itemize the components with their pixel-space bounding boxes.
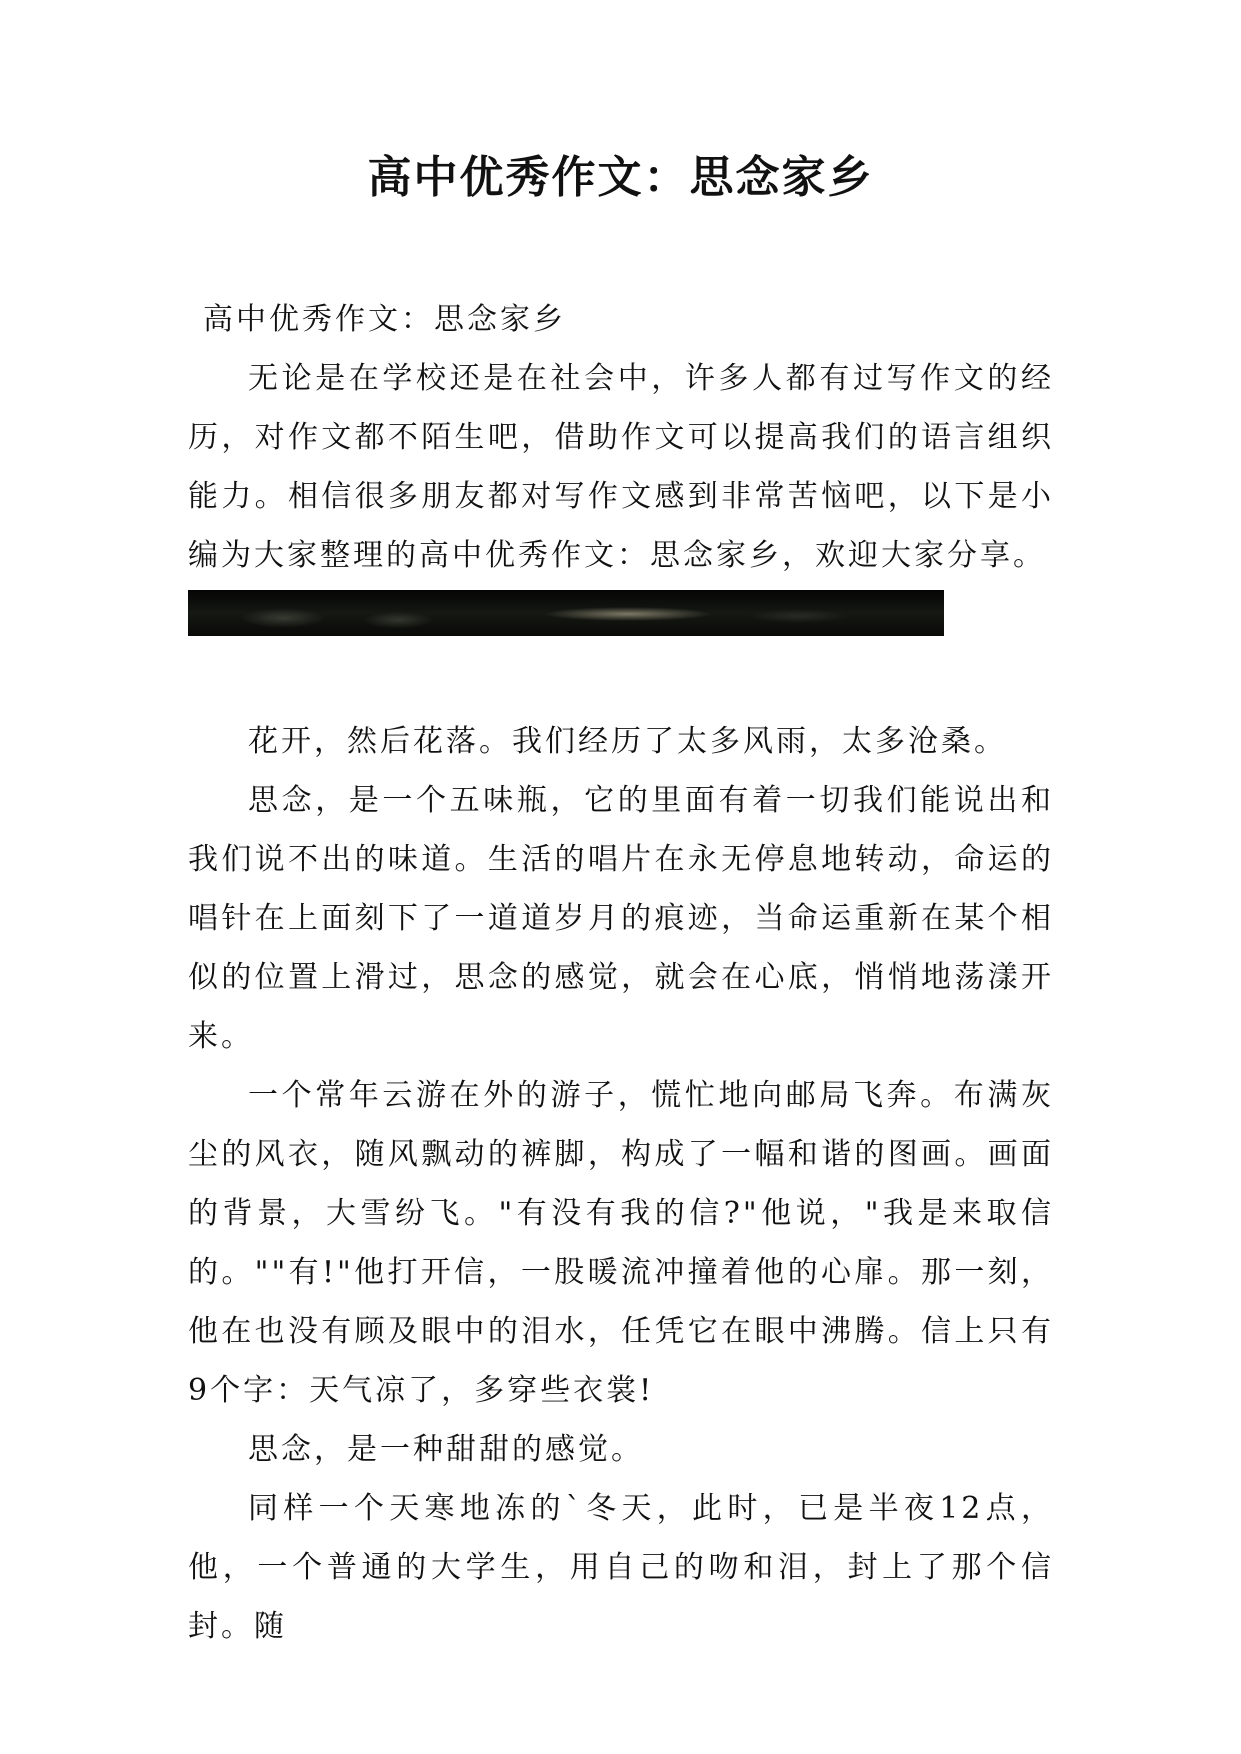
article-subtitle: 高中优秀作文：思念家乡 [203, 302, 566, 337]
page-title: 高中优秀作文：思念家乡 [367, 152, 874, 203]
paragraph-4: 思念，是一种甜甜的感觉。 [248, 1432, 644, 1467]
night-photo-image [188, 590, 944, 636]
paragraph-2: 思念，是一个五味瓶，它的里面有着一切我们能说出和我们说不出的味道。生活的唱片在永无停息地转动，命运的唱针在上面刻下了一道道岁月的痕迹，当命运重新在某个相似的位置上滑过，思念的感觉，就会在心底，悄悄地荡漾开来。 [188, 783, 1054, 1054]
article-body [188, 290, 1054, 1656]
paragraph-1: 花开，然后花落。我们经历了太多风雨，太多沧桑。 [248, 724, 1007, 759]
paragraph-3: 一个常年云游在外的游子，慌忙地向邮局飞奔。布满灰尘的风衣，随风飘动的裤脚，构成了一幅和谐的图画。画面的背景，大雪纷飞。"有没有我的信?"他说，"我是来取信的。""有!"他打开信，一股暖流冲撞着他的心扉。那一刻，他在也没有顾及眼中的泪水，任凭它在眼中沸腾。信上只有9个字：天气凉了，多穿些衣裳! [188, 1078, 1054, 1408]
intro-paragraph: 无论是在学校还是在社会中，许多人都有过写作文的经历，对作文都不陌生吧，借助作文可以提高我们的语言组织能力。相信很多朋友都对写作文感到非常苦恼吧，以下是小编为大家整理的高中优秀作文：思念家乡，欢迎大家分享。 [188, 361, 1054, 573]
paragraph-5: 同样一个天寒地冻的`冬天，此时，已是半夜12点，他，一个普通的大学生，用自己的吻和泪，封上了那个信封。随 [188, 1491, 1054, 1644]
